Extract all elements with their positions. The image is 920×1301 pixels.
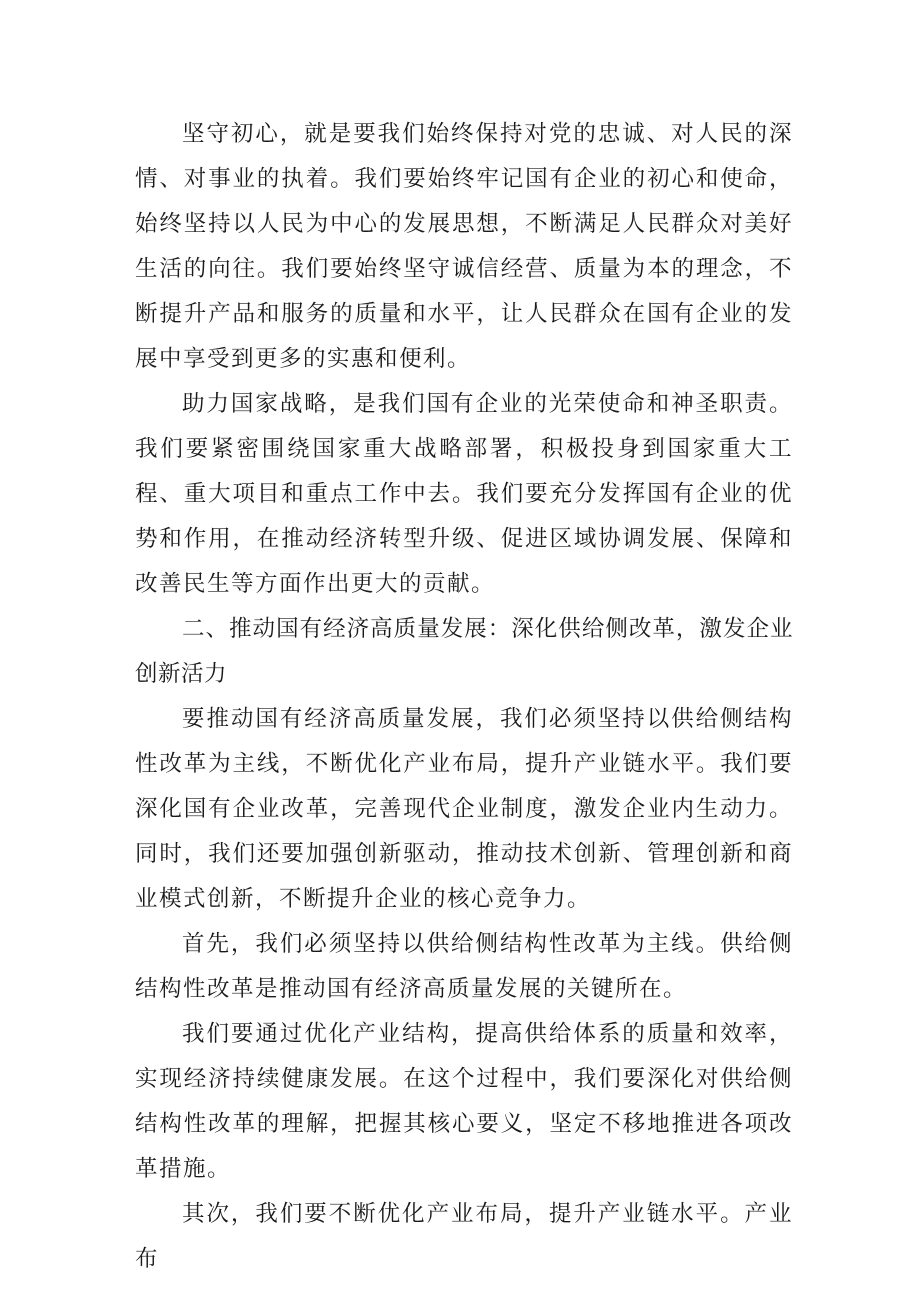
paragraph-first-supply-side-reform: 首先，我们必须坚持以供给侧结构性改革为主线。供给侧结构性改革是推动国有经济高质量发展的关键所在。 [135,931,793,1002]
section-heading-2: 二、推动国有经济高质量发展：深化供给侧改革，激发企业创新活力 [135,616,793,687]
paragraph-stay-true-to-original-aspiration: 坚守初心，就是要我们始终保持对党的忠诚、对人民的深情、对事业的执着。我们要始终牢记国有企业的初心和使命，始终坚持以人民为中心的发展思想，不断满足人民群众对美好生活的向往。我们要始终坚守诚信经营、质量为本的理念，不断提升产品和服务的质量和水平，让人民群众在国有企业的发展中享受到更多的实惠和便利。 [135,121,793,372]
paragraph-high-quality-development: 要推动国有经济高质量发展，我们必须坚持以供给侧结构性改革为主线，不断优化产业布局，提升产业链水平。我们要深化国有企业改革，完善现代企业制度，激发企业内生动力。同时，我们还要加强创新驱动，推动技术创新、管理创新和商业模式创新，不断提升企业的核心竞争力。 [135,706,793,912]
paragraph-support-national-strategy: 助力国家战略，是我们国有企业的光荣使命和神圣职责。我们要紧密围绕国家重大战略部署，积极投身到国家重大工程、重大项目和重点工作中去。我们要充分发挥国有企业的优势和作用，在推动经济转型升级、促进区域协调发展、保障和改善民生等方面作出更大的贡献。 [135,391,793,597]
paragraph-second-industrial-layout: 其次，我们要不断优化产业布局，提升产业链水平。产业布 [135,1201,793,1272]
document-page [135,112,793,1282]
paragraph-optimize-industrial-structure: 我们要通过优化产业结构，提高供给体系的质量和效率，实现经济持续健康发展。在这个过程中，我们要深化对供给侧结构性改革的理解，把握其核心要义，坚定不移地推进各项改革措施。 [135,1021,793,1182]
